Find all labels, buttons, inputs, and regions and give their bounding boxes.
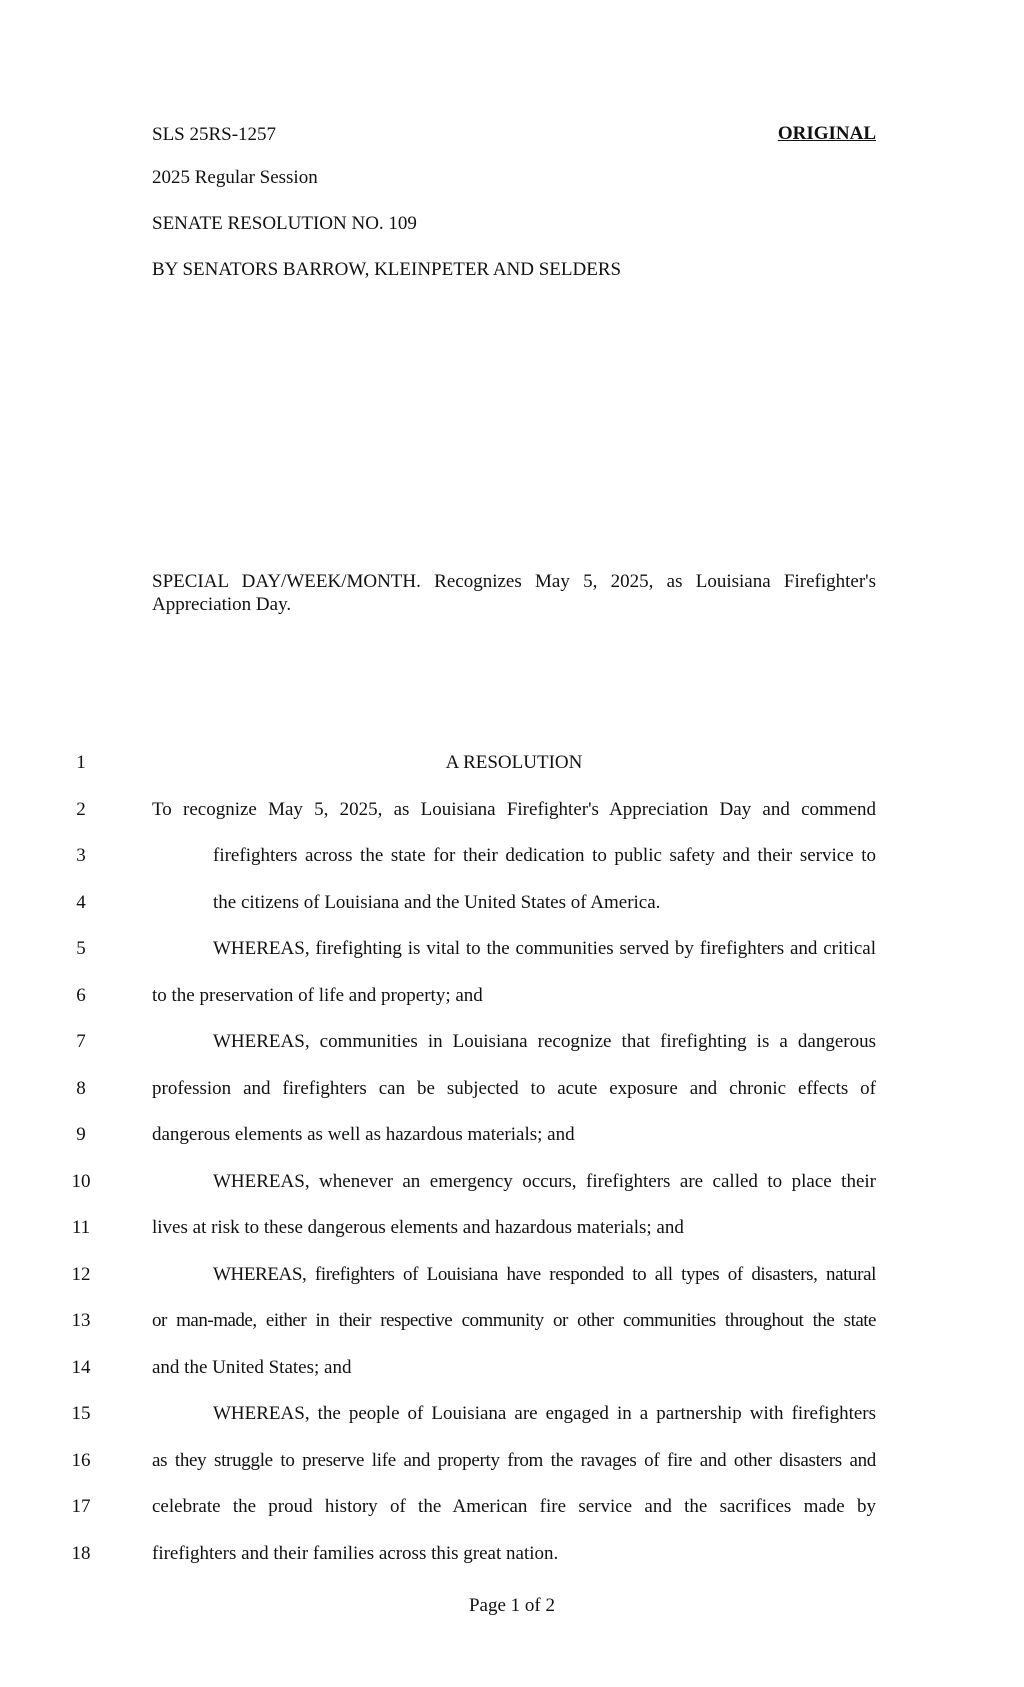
- line-number: 11: [71, 1217, 91, 1238]
- line-number: 5: [76, 938, 86, 959]
- body-line: To recognize May 5, 2025, as Louisiana Firefighter's Appreciation Day and commend: [152, 799, 876, 820]
- body-line: lives at risk to these dangerous elements and hazardous materials; and: [152, 1217, 684, 1238]
- body-line: the citizens of Louisiana and the United States of America.: [213, 892, 661, 913]
- line-number: 1: [76, 752, 86, 773]
- line-number: 16: [71, 1450, 91, 1471]
- body-line: profession and firefighters can be subjected to acute exposure and chronic effects of: [152, 1078, 876, 1099]
- body-line: celebrate the proud history of the American fire service and the sacrifices made by: [152, 1496, 876, 1517]
- body-line: WHEREAS, the people of Louisiana are engaged in a partnership with firefighters: [213, 1403, 876, 1424]
- authors-line: BY SENATORS BARROW, KLEINPETER AND SELDERS: [152, 259, 622, 280]
- line-number: 6: [76, 985, 86, 1006]
- line-number: 12: [71, 1264, 91, 1285]
- line-number: 14: [71, 1357, 91, 1378]
- session-label: 2025 Regular Session: [152, 167, 318, 188]
- page-number: Page 1 of 2: [468, 1595, 555, 1616]
- line-number: 10: [71, 1171, 91, 1192]
- line-number: 9: [76, 1124, 86, 1145]
- body-line: to the preservation of life and property; and: [152, 985, 483, 1006]
- line-number: 18: [71, 1543, 91, 1564]
- body-line: WHEREAS, communities in Louisiana recognize that firefighting is a dangerous: [213, 1031, 876, 1052]
- body-line: firefighters and their families across this great nation.: [152, 1543, 559, 1564]
- line-number: 17: [71, 1496, 91, 1517]
- body-line: dangerous elements as well as hazardous materials; and: [152, 1124, 575, 1145]
- line-number: 13: [71, 1310, 91, 1331]
- document-id: SLS 25RS-1257: [152, 124, 277, 145]
- body-line: firefighters across the state for their dedication to public safety and their service to: [213, 845, 876, 866]
- line-number: 2: [76, 799, 86, 820]
- body-line: WHEREAS, whenever an emergency occurs, firefighters are called to place their: [213, 1171, 876, 1192]
- resolution-number: SENATE RESOLUTION NO. 109: [152, 213, 417, 234]
- line-number: 4: [76, 892, 86, 913]
- line-number: 15: [71, 1403, 91, 1424]
- body-line: WHEREAS, firefighting is vital to the communities served by firefighters and critical: [213, 938, 876, 959]
- line-number: 8: [76, 1078, 86, 1099]
- resolution-title: A RESOLUTION: [445, 752, 583, 773]
- body-line: as they struggle to preserve life and property from the ravages of fire and other disasters and: [152, 1450, 876, 1471]
- status-label: ORIGINAL: [777, 123, 876, 144]
- line-number: 3: [76, 845, 86, 866]
- digest-text: SPECIAL DAY/WEEK/MONTH. Recognizes May 5, 2025, as Louisiana Firefighter's Appreciation Day.: [152, 571, 876, 615]
- line-number: 7: [76, 1031, 86, 1052]
- body-line: WHEREAS, firefighters of Louisiana have responded to all types of disasters, natural: [213, 1264, 876, 1285]
- body-line: or man-made, either in their respective community or other communities throughout the state: [152, 1310, 876, 1331]
- body-line: and the United States; and: [152, 1357, 352, 1378]
